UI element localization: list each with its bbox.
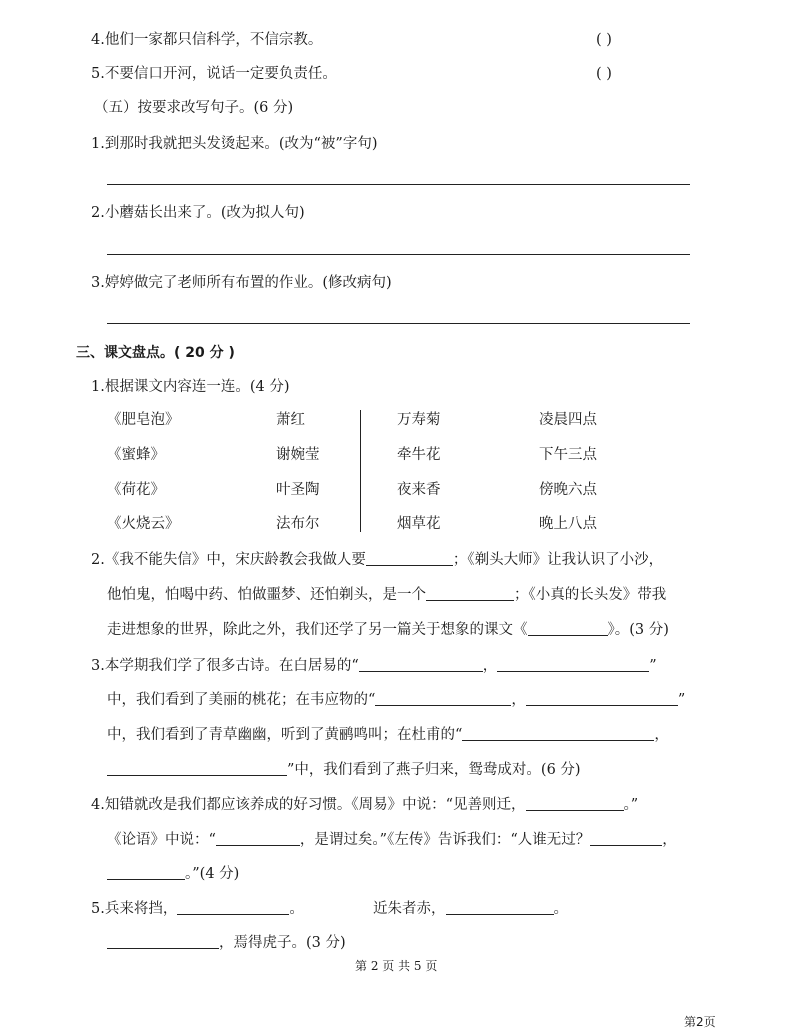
judge-q5-paren[interactable]: ( ) xyxy=(596,66,612,82)
q5-line1-text-d: 。 xyxy=(553,901,568,917)
q3-blank-3[interactable] xyxy=(375,691,511,706)
q3-line4 xyxy=(107,760,581,780)
match-time: 晚上八点 xyxy=(539,516,597,532)
match-author: 法布尔 xyxy=(276,516,320,532)
q3-blank-2[interactable] xyxy=(497,657,649,672)
q3-line3-text-b: ， xyxy=(654,727,669,743)
q4-blank-4[interactable] xyxy=(107,865,185,880)
match-author: 叶圣陶 xyxy=(276,482,320,498)
match-author: 萧红 xyxy=(276,412,305,428)
q4-blank-1[interactable] xyxy=(526,796,624,811)
q3-line1-text-b: ， xyxy=(482,658,498,674)
q2-line1-text-a: 2.《我不能失信》中，宋庆龄教会我做人要 xyxy=(91,552,366,568)
q2-line3-text-b: 》。(3 分) xyxy=(607,622,669,638)
q3-line2-text-c: ” xyxy=(677,692,686,708)
match-author: 谢婉莹 xyxy=(276,447,320,463)
match-book: 《荷花》 xyxy=(107,482,165,498)
q3-blank-5[interactable] xyxy=(462,726,654,741)
match-time: 下午三点 xyxy=(539,447,597,463)
q3-line2 xyxy=(107,690,685,710)
match-divider xyxy=(360,410,361,532)
q5-line1-left xyxy=(91,899,304,919)
q4-line3 xyxy=(107,864,239,884)
match-book: 《肥皂泡》 xyxy=(107,412,180,428)
judge-q4-text: 4.他们一家都只信科学，不信宗教。 xyxy=(91,32,323,48)
rewrite-heading: （五）按要求改写句子。(6 分) xyxy=(94,100,294,116)
rewrite-q2: 2.小蘑菇长出来了。(改为拟人句) xyxy=(91,205,305,221)
rewrite-q3-answer-line[interactable] xyxy=(107,323,690,324)
q3-line4-text-a: ”中，我们看到了燕子归来，鸳鸯成对。(6 分) xyxy=(287,762,581,778)
q3-line1-text-a: 3.本学期我们学了很多古诗。在白居易的“ xyxy=(91,658,359,674)
q5-line1-text-c: 近朱者赤， xyxy=(373,901,446,917)
match-book: 《火烧云》 xyxy=(107,516,180,532)
q5-line2 xyxy=(107,933,346,953)
page-number-corner: 第2页 xyxy=(684,1015,716,1029)
q3-line2-text-a: 中，我们看到了美丽的桃花；在韦应物的“ xyxy=(107,692,376,708)
match-flower: 烟草花 xyxy=(397,516,441,532)
q4-line2-text-a: 《论语》中说：“ xyxy=(107,832,216,848)
q4-line2 xyxy=(107,830,677,850)
q2-blank-1[interactable] xyxy=(366,551,453,566)
q4-line1-text-b: 。” xyxy=(623,797,639,813)
q2-blank-3[interactable] xyxy=(528,621,608,636)
rewrite-q3: 3.婷婷做完了老师所有布置的作业。(修改病句) xyxy=(91,275,392,291)
q3-line1 xyxy=(91,656,657,676)
q4-line2-text-b: ，是谓过矣。”《左传》告诉我们：“人谁无过？ xyxy=(299,832,591,848)
q4-blank-3[interactable] xyxy=(590,831,662,846)
q5-blank-1[interactable] xyxy=(177,900,289,915)
q4-line2-text-c: ， xyxy=(662,832,677,848)
rewrite-q2-answer-line[interactable] xyxy=(107,254,690,255)
q5-line1-right xyxy=(373,899,568,919)
judge-q5-text: 5.不要信口开河，说话一定要负责任。 xyxy=(91,66,337,82)
q2-line2-text-b: ；《小真的长头发》带我 xyxy=(514,587,667,603)
match-time: 凌晨四点 xyxy=(539,412,597,428)
match-title: 1.根据课文内容连一连。(4 分) xyxy=(91,379,290,395)
match-book: 《蜜蜂》 xyxy=(107,447,165,463)
q4-line3-text-a: 。”(4 分) xyxy=(185,866,240,882)
q3-blank-4[interactable] xyxy=(526,691,678,706)
q2-line2-text-a: 他怕鬼，怕喝中药、怕做噩梦、还怕剃头，是一个 xyxy=(107,587,426,603)
match-flower: 万寿菊 xyxy=(397,412,441,428)
judge-q4-paren[interactable]: ( ) xyxy=(596,32,612,48)
q5-blank-2[interactable] xyxy=(446,900,554,915)
q2-line2 xyxy=(107,585,666,605)
q2-line3 xyxy=(107,620,669,640)
q3-line3 xyxy=(107,725,669,745)
q2-blank-2[interactable] xyxy=(426,586,514,601)
rewrite-q1: 1.到那时我就把头发烫起来。(改为“被”字句) xyxy=(91,136,378,152)
page-number-center: 第 2 页 共 5 页 xyxy=(355,959,438,973)
match-flower: 夜来香 xyxy=(397,482,441,498)
q3-blank-6[interactable] xyxy=(107,761,287,776)
q4-line1-text-a: 4.知错就改是我们都应该养成的好习惯。《周易》中说：“见善则迁， xyxy=(91,797,526,813)
q2-line3-text-a: 走进想象的世界，除此之外，我们还学了另一篇关于想象的课文《 xyxy=(107,622,528,638)
section3-heading: 三、课文盘点。( 20 分 ) xyxy=(76,345,235,361)
q2-line1 xyxy=(91,550,663,570)
q4-line1 xyxy=(91,795,638,815)
q3-blank-1[interactable] xyxy=(359,657,483,672)
q5-line1-text-a: 5.兵来将挡， xyxy=(91,901,178,917)
q5-line1-text-b: 。 xyxy=(289,901,304,917)
q4-blank-2[interactable] xyxy=(216,831,300,846)
match-flower: 牵牛花 xyxy=(397,447,441,463)
rewrite-q1-answer-line[interactable] xyxy=(107,184,690,185)
q2-line1-text-b: ；《剃头大师》让我认识了小沙， xyxy=(452,552,664,568)
q5-line2-text-a: ，焉得虎子。(3 分) xyxy=(219,935,346,951)
q5-blank-3[interactable] xyxy=(107,934,219,949)
q3-line2-text-b: ， xyxy=(511,692,526,708)
q3-line3-text-a: 中，我们看到了青草幽幽，听到了黄鹂鸣叫；在杜甫的“ xyxy=(107,727,463,743)
match-time: 傍晚六点 xyxy=(539,482,597,498)
q3-line1-text-c: ” xyxy=(649,658,657,674)
